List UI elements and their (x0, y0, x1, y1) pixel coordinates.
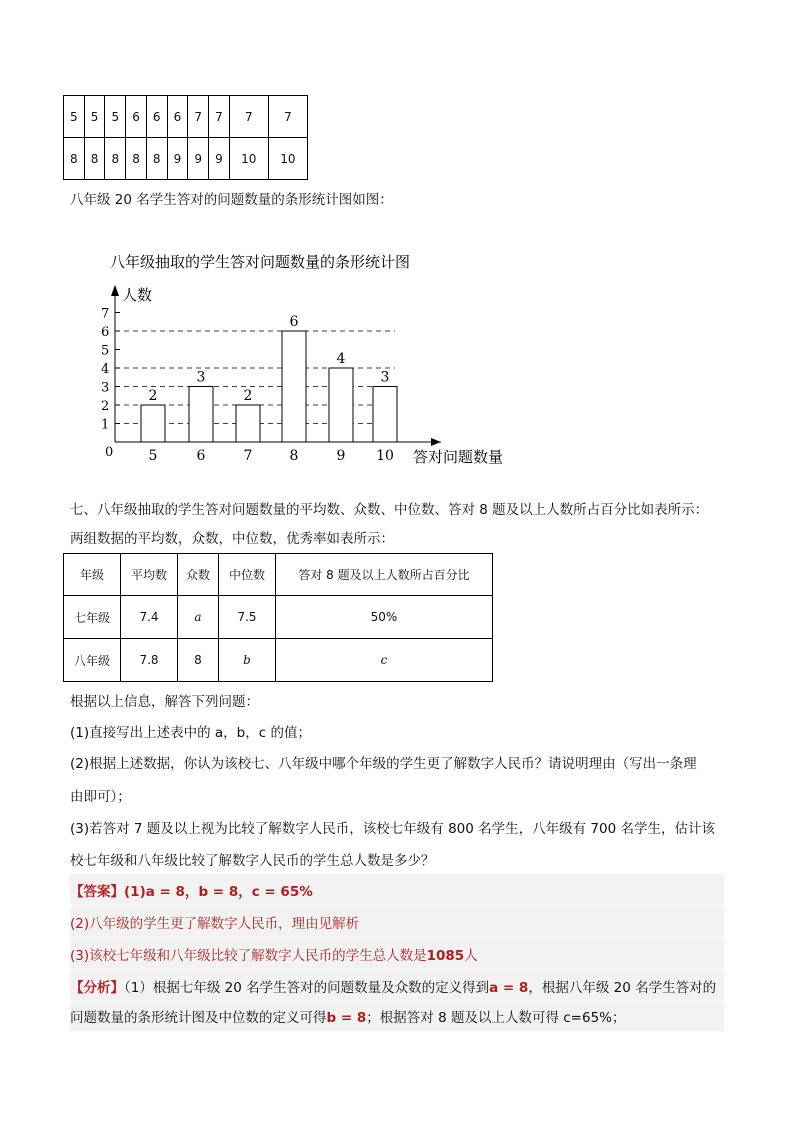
section7-line-2: 两组数据的平均数，众数，中位数，优秀率如表所示： (70, 531, 394, 547)
x-axis-label: 答对问题数量 (413, 448, 504, 466)
chart-title: 八年级抽取的学生答对问题数量的条形统计图 (110, 253, 411, 271)
analysis-tag: 【分析】 (70, 980, 124, 996)
table-cell: 八年级 (64, 639, 121, 682)
table-cell: 5 (84, 96, 105, 138)
bar (329, 368, 353, 442)
answer-1: (1)a = 8，b = 8，c = 65% (124, 884, 313, 900)
answer-3-unit: 人 (464, 948, 478, 964)
answer-line-3 (70, 938, 724, 969)
table-cell: 10 (268, 138, 307, 180)
bar-value-label: 3 (380, 369, 390, 386)
table-cell: 9 (188, 138, 209, 180)
table-cell: 6 (126, 96, 147, 138)
table-cell: 8 (146, 138, 167, 180)
table-cell: 7 (209, 96, 230, 138)
table-cell: 5 (105, 96, 126, 138)
table-cell: 8 (126, 138, 147, 180)
table-cell: 5 (64, 96, 85, 138)
bar (189, 387, 213, 443)
answer-3-value: 1085 (426, 948, 465, 964)
header-cell: 答对 8 题及以上人数所占百分比 (276, 554, 493, 596)
x-tick-label: 7 (243, 448, 253, 464)
table-cell: 50% (276, 596, 493, 639)
bar-value-label: 2 (243, 388, 253, 404)
grade8-chart-intro: 八年级 20 名学生答对的问题数量的条形统计图如图： (70, 192, 393, 208)
y-tick-label: 5 (101, 343, 110, 359)
question-3-line-1: (3)若答对 7 题及以上视为比较了解数字人民币，该校七年级有 800 名学生，八年级有 700 名学生，估计该 (70, 821, 715, 837)
table-cell: 8 (178, 639, 219, 682)
bar-chart (95, 245, 535, 470)
table-cell: 8 (64, 138, 85, 180)
analysis-math-2: b = 8 (326, 1010, 367, 1026)
answer-line-1 (70, 874, 724, 905)
table-cell: c (276, 639, 493, 682)
y-tick-label: 6 (101, 325, 110, 340)
table-cell: 8 (84, 138, 105, 180)
stats-table (63, 553, 493, 682)
table-cell: 9 (209, 138, 230, 180)
bar (282, 331, 306, 442)
question-2-line-1: (2)根据上述数据，你认为该校七、八年级中哪个年级的学生更了解数字人民币？请说明理由（写出一条理 (70, 756, 697, 772)
grade7-row-1 (64, 96, 308, 138)
x-axis-arrow (431, 438, 441, 446)
answer-3-text: (3)该校七年级和八年级比较了解数字人民币的学生总人数是 (70, 948, 427, 964)
table-cell: 7 (188, 96, 209, 138)
table-cell: 9 (167, 138, 188, 180)
x-tick-label: 8 (289, 448, 299, 464)
section7-line-1: 七、八年级抽取的学生答对问题数量的平均数、众数、中位数、答对 8 题及以上人数所占百分比如表所示： (70, 502, 709, 518)
analysis-math-1: a = 8 (489, 980, 529, 996)
x-tick-label: 9 (336, 448, 346, 464)
question-2-line-2: 由即可）； (70, 789, 131, 805)
question-3-line-2: 校七年级和八年级比较了解数字人民币的学生总人数是多少？ (70, 853, 435, 869)
analysis-text-2c: ；根据答对 8 题及以上人数可得 c=65%； (366, 1010, 626, 1026)
header-cell: 众数 (178, 554, 219, 596)
answer-tag: 【答案】 (70, 884, 124, 900)
table-cell: 7.4 (121, 596, 178, 639)
x-tick-label: 5 (148, 448, 158, 464)
table-row (64, 596, 493, 639)
table-cell: 8 (105, 138, 126, 180)
analysis-text-2a: 问题数量的条形统计图及中位数的定义可得 (70, 1010, 327, 1026)
answer-line-2 (70, 906, 724, 937)
answer-2: (2)八年级的学生更了解数字人民币，理由见解析 (70, 916, 360, 932)
header-cell: 年级 (64, 554, 121, 596)
bar-value-label: 6 (289, 314, 299, 330)
questions-intro: 根据以上信息，解答下列问题： (70, 694, 259, 710)
bar-value-label: 2 (148, 388, 158, 404)
table-cell: 七年级 (64, 596, 121, 639)
y-tick-label: 2 (101, 399, 110, 414)
table-row (64, 639, 493, 682)
table-cell: 7.8 (121, 639, 178, 682)
analysis-line-2 (70, 1002, 724, 1031)
analysis-text-1a: （1）根据七年级 20 名学生答对的问题数量及众数的定义得到 (124, 980, 490, 996)
y-tick-label: 1 (101, 417, 110, 433)
bar-value-label: 3 (196, 369, 206, 386)
y-tick-label: 3 (101, 380, 110, 396)
table-cell: 6 (146, 96, 167, 138)
stats-header-row (64, 554, 493, 596)
bar (141, 405, 165, 442)
x-tick-label: 6 (196, 448, 206, 464)
table-cell: a (178, 596, 219, 639)
question-1: (1)直接写出上述表中的 a，b，c 的值； (70, 725, 311, 741)
header-cell: 中位数 (219, 554, 276, 596)
bar (236, 405, 260, 442)
x-tick-label: 10 (376, 448, 394, 464)
table-cell: 7 (229, 96, 268, 138)
analysis-line-1 (70, 970, 724, 1001)
bar (373, 387, 397, 443)
y-axis-label: 人数 (122, 286, 153, 304)
analysis-text-1c: ，根据八年级 20 名学生答对的 (528, 980, 717, 996)
table-cell: 10 (229, 138, 268, 180)
grade7-data-table (63, 95, 308, 180)
table-cell: 7.5 (219, 596, 276, 639)
y-tick-label: 4 (101, 362, 110, 377)
grade7-row-2 (64, 138, 308, 180)
header-cell: 平均数 (121, 554, 178, 596)
y-tick-label: 7 (101, 306, 110, 322)
bar-value-label: 4 (336, 351, 346, 367)
table-cell: b (219, 639, 276, 682)
y-axis-arrow (111, 285, 119, 296)
table-cell: 6 (167, 96, 188, 138)
table-cell: 7 (268, 96, 307, 138)
origin-label: 0 (105, 445, 114, 460)
